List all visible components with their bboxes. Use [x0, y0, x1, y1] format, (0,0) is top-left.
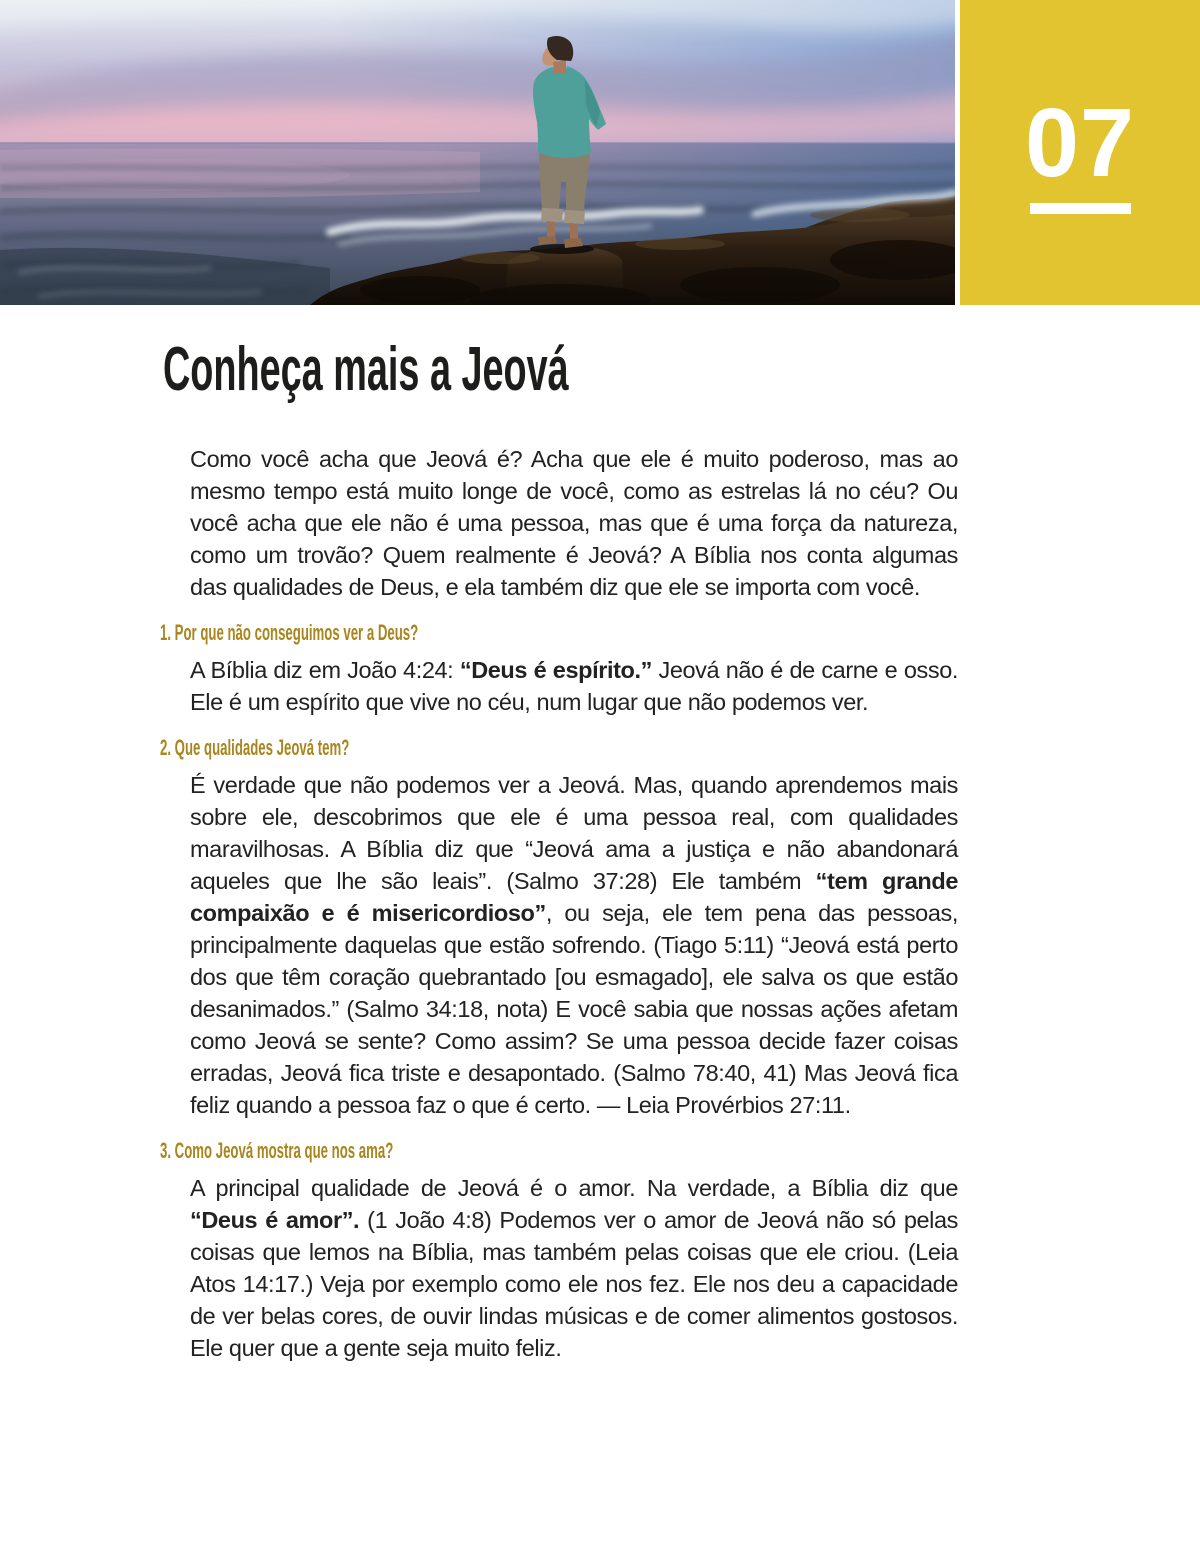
section-2-heading: 2. Que qualidades Jeová tem?	[160, 735, 350, 760]
section-1-paragraph: A Bíblia diz em João 4:24: “Deus é espírito.” Jeová não é de carne e osso. Ele é um espírito que vive no céu, num lugar que não podemos ver.	[190, 657, 958, 715]
sky	[0, 0, 955, 151]
lesson-number-badge	[960, 0, 1200, 305]
man-neck	[553, 60, 566, 74]
intro-paragraph: Como você acha que Jeová é? Acha que ele é muito poderoso, mas ao mesmo tempo está muito longe de você, como as estrelas lá no céu? Ou você acha que ele não é uma pessoa, mas que é uma força da natureza, como um trovão? Quem realmente é Jeová? A Bíblia nos conta algumas das qualidades de Deus, e ela também diz que ele se importa com você.	[190, 446, 958, 600]
section-1	[0, 618, 1200, 718]
section-3-paragraph: A principal qualidade de Jeová é o amor. Na verdade, a Bíblia diz que “Deus é amor”. (1 João 4:8) Podemos ver o amor de Jeová não só pelas coisas que lemos na Bíblia, mas também pelas coisas que ele criou. (Leia Atos 14:17.) Veja por exemplo como ele nos fez. Ele nos deu a capacidade de ver belas cores, de ouvir lindas músicas e de comer alimentos gostosos. Ele quer que a gente seja muito feliz.	[190, 1175, 958, 1361]
lesson-content	[0, 335, 1200, 1364]
section-2	[0, 733, 1200, 1121]
seashore-dusk-illustration	[0, 0, 955, 305]
lesson-number: 07	[1025, 88, 1135, 197]
man-shadow	[530, 244, 594, 254]
lesson-number-underline	[1030, 203, 1131, 214]
section-3	[0, 1136, 1200, 1364]
hero-photo	[0, 0, 955, 305]
man-cuff-left	[541, 208, 563, 222]
section-1-heading: 1. Por que não conseguimos ver a Deus?	[160, 620, 419, 645]
man-ankle-left	[547, 221, 555, 238]
man-ankle-right	[570, 223, 578, 240]
hero	[0, 0, 1200, 305]
page-title: Conheça mais a Jeová	[163, 335, 569, 404]
man-cuff-right	[564, 210, 585, 224]
section-2-paragraph: É verdade que não podemos ver a Jeová. Mas, quando aprendemos mais sobre ele, descobrimos que ele é uma pessoa real, com qualidades maravilhosas. A Bíblia diz que “Jeová ama a justiça e não abandonará aqueles que lhe são leais”. (Salmo 37:28) Ele também “tem grande compaixão e é misericordioso”, ou seja, ele tem pena das pessoas, principalmente daquelas que estão sofrendo. (Tiago 5:11) “Jeová está perto dos que têm coração quebrantado [ou esmagado], ele salva os que estão desanimados.” (Salmo 34:18, nota) E você sabia que nossas ações afetam como Jeová se sente? Como assim? Se uma pessoa decide fazer coisas erradas, Jeová fica triste e desapontado. (Salmo 78:40, 41) Mas Jeová fica feliz quando a pessoa faz o que é certo. — Leia Provérbios 27:11.	[190, 772, 958, 1118]
section-3-heading: 3. Como Jeová mostra que nos ama?	[160, 1138, 394, 1163]
